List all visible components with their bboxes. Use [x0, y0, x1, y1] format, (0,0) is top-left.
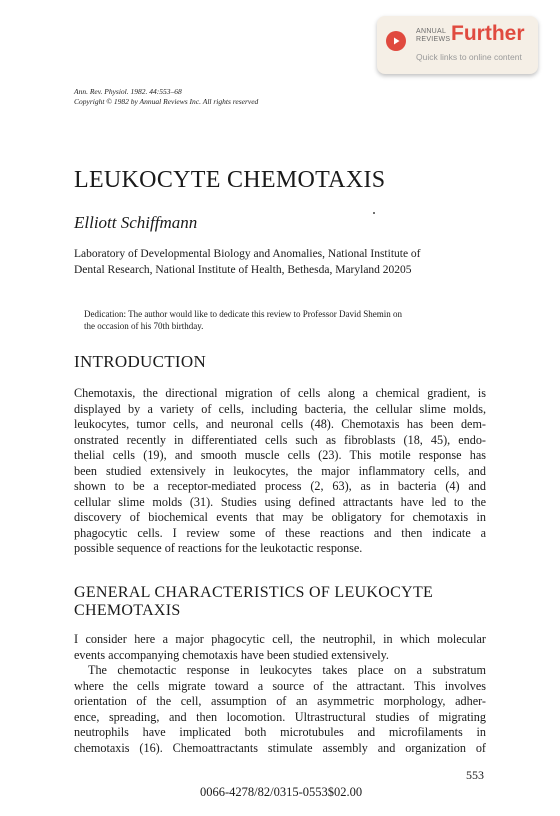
- text-line: cellular slime molds (31). Studies using defined attractants have led to the: [74, 494, 486, 509]
- text-line: displayed by a variety of cells, including bacteria, the cellular slime molds,: [74, 401, 486, 416]
- text-line: Chemotaxis, the directional migration of cells along a chemical gradient, is: [74, 386, 486, 400]
- citation: [74, 87, 258, 107]
- text-line: I consider here a major phagocytic cell, the neutrophil, in which molecular: [74, 632, 486, 646]
- affiliation-line: Laboratory of Developmental Biology and Anomalies, National Institute of: [74, 248, 421, 260]
- text-line: shown to be a receptor-mediated process (2, 63), as in bacteria (4) and: [74, 479, 486, 493]
- text-line: chemotaxis (16). Chemoattractants stimulate assembly and organization of: [74, 740, 486, 755]
- text-line: discovery of biochemical events that may be obligatory for chemotaxis in: [74, 510, 486, 524]
- text-line: possible sequence of reactions for the leukotactic response.: [74, 541, 363, 555]
- section-heading-general-characteristics: [74, 584, 433, 620]
- general-characteristics-paragraph: [74, 632, 486, 756]
- introduction-paragraph: [74, 386, 486, 557]
- text-line: orientation of the cell, assumption of an asymmetric morphology, adher-: [74, 694, 486, 708]
- text-line: neutrophils have implicated both microtubules and microfilaments in: [74, 725, 486, 739]
- text-line: where the cells migrate toward a source of the attractant. This involves: [74, 678, 486, 693]
- further-badge[interactable]: [377, 16, 538, 74]
- author-name: Elliott Schiffmann: [74, 213, 198, 232]
- text-line: thelial cells (19), and smooth muscle cells (23). This motile response has: [74, 448, 486, 462]
- dedication-line: Dedication: The author would like to dedicate this review to Professor David Shemin on: [84, 309, 403, 319]
- article-title: LEUKOCYTE CHEMOTAXIS: [74, 167, 386, 193]
- logo-reviews: REVIEWS: [416, 36, 451, 43]
- text-line: ence, spreading, and then locomotion. Ultrastructural studies of migrating: [74, 709, 486, 724]
- text-line: been studied extensively in leukocytes, the major inflammatory cells, and: [74, 463, 486, 478]
- affiliation-line: Dental Research, National Institute of Health, Bethesda, Maryland 20205: [74, 264, 412, 276]
- text-line: The chemotactic response in leukocytes takes place on a substratum: [88, 663, 486, 677]
- annual-reviews-logo: [416, 28, 450, 44]
- text-line: leukocytes, tumor cells, and neuronal cells (48). Chemotaxis has been dem-: [74, 417, 486, 431]
- page-number: 553: [466, 768, 484, 782]
- further-label: Further: [451, 22, 525, 45]
- section-heading-introduction: INTRODUCTION: [74, 352, 207, 371]
- text-line: onstrated recently in differentiated cells such as fibroblasts (18, 45), endo-: [74, 432, 486, 447]
- text-line: events accompanying chemotaxis have been studied extensively.: [74, 647, 389, 662]
- article-code: 0066-4278/82/0315-0553$02.00: [200, 785, 363, 799]
- play-icon[interactable]: [386, 31, 406, 51]
- citation-line: Ann. Rev. Physiol. 1982. 44:553–68: [74, 87, 182, 96]
- affiliation: [74, 246, 421, 278]
- text-line: phagocytic cells. I review some of these reactions and then indicate a: [74, 525, 486, 540]
- logo-annual: ANNUAL: [416, 28, 447, 35]
- print-speck: [373, 212, 375, 214]
- quick-links-link[interactable]: Quick links to online content: [416, 52, 522, 62]
- dedication-line: the occasion of his 70th birthday.: [84, 321, 204, 331]
- copyright-line: Copyright © 1982 by Annual Reviews Inc. All rights reserved: [74, 97, 259, 106]
- heading-line: GENERAL CHARACTERISTICS OF LEUKOCYTE: [74, 584, 434, 601]
- heading-line: CHEMOTAXIS: [74, 602, 181, 619]
- dedication: [84, 308, 402, 332]
